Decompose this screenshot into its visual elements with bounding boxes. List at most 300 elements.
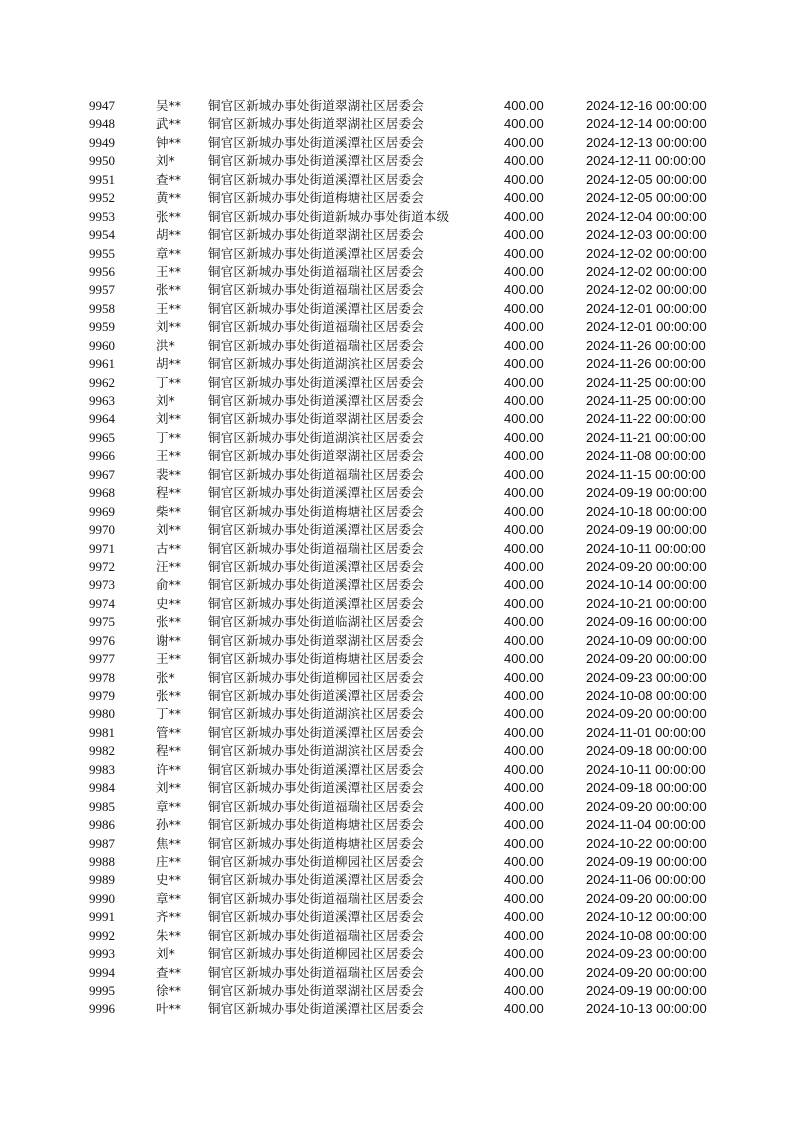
table-row: [0, 97, 793, 115]
cell-person-name: 刘*: [156, 946, 175, 962]
cell-record-id: 9962: [89, 374, 115, 390]
cell-organization: 铜官区新城办事处街道福瑞社区居委会: [208, 798, 424, 814]
table-row: [0, 521, 793, 539]
cell-amount: 400.00: [504, 411, 544, 427]
cell-person-name: 黄**: [156, 190, 182, 206]
cell-date: 2024-12-11 00:00:00: [586, 153, 706, 169]
cell-organization: 铜官区新城办事处街道柳园社区居委会: [208, 946, 424, 962]
cell-record-id: 9975: [89, 614, 115, 630]
cell-amount: 400.00: [504, 761, 544, 777]
table-row: [0, 908, 793, 926]
table-row: [0, 503, 793, 521]
cell-amount: 400.00: [504, 337, 544, 353]
table-row: [0, 982, 793, 1000]
cell-person-name: 柴**: [156, 503, 182, 519]
table-row: [0, 540, 793, 558]
cell-organization: 铜官区新城办事处街道翠湖社区居委会: [208, 227, 424, 243]
cell-organization: 铜官区新城办事处街道福瑞社区居委会: [208, 319, 424, 335]
cell-organization: 铜官区新城办事处街道溪潭社区居委会: [208, 909, 424, 925]
cell-record-id: 9981: [89, 724, 115, 740]
cell-person-name: 刘*: [156, 393, 175, 408]
cell-date: 2024-12-01 00:00:00: [586, 319, 707, 335]
cell-organization: 铜官区新城办事处街道溪潭社区居委会: [208, 393, 424, 408]
cell-record-id: 9960: [89, 337, 115, 353]
cell-date: 2024-09-19 00:00:00: [586, 983, 707, 998]
cell-date: 2024-12-14 00:00:00: [586, 116, 707, 132]
cell-amount: 400.00: [504, 503, 544, 519]
cell-person-name: 张**: [156, 688, 182, 703]
cell-date: 2024-12-04 00:00:00: [586, 208, 707, 224]
cell-record-id: 9978: [89, 669, 115, 685]
cell-person-name: 刘**: [156, 319, 182, 335]
cell-record-id: 9996: [89, 1001, 115, 1017]
cell-record-id: 9959: [89, 319, 115, 335]
table-row: [0, 300, 793, 318]
cell-date: 2024-09-23 00:00:00: [586, 669, 707, 685]
table-row: [0, 484, 793, 502]
cell-organization: 铜官区新城办事处街道翠湖社区居委会: [208, 116, 424, 132]
table-row: [0, 152, 793, 170]
cell-organization: 铜官区新城办事处街道梅塘社区居委会: [208, 651, 424, 667]
cell-organization: 铜官区新城办事处街道溪潭社区居委会: [208, 577, 424, 593]
cell-person-name: 张**: [156, 208, 182, 224]
table-row: [0, 724, 793, 742]
cell-organization: 铜官区新城办事处街道福瑞社区居委会: [208, 964, 424, 980]
cell-person-name: 孙**: [156, 817, 182, 833]
cell-person-name: 吴**: [156, 98, 182, 113]
cell-amount: 400.00: [504, 669, 544, 685]
cell-record-id: 9948: [89, 116, 115, 132]
cell-organization: 铜官区新城办事处街道福瑞社区居委会: [208, 337, 424, 353]
table-row: [0, 263, 793, 281]
cell-person-name: 俞**: [156, 577, 182, 593]
cell-organization: 铜官区新城办事处街道溪潭社区居委会: [208, 374, 424, 390]
cell-person-name: 王**: [156, 651, 182, 667]
cell-organization: 铜官区新城办事处街道溪潭社区居委会: [208, 780, 424, 796]
cell-record-id: 9963: [89, 393, 115, 408]
cell-organization: 铜官区新城办事处街道翠湖社区居委会: [208, 632, 424, 648]
table-row: [0, 871, 793, 889]
cell-amount: 400.00: [504, 374, 544, 390]
cell-record-id: 9972: [89, 558, 115, 574]
cell-record-id: 9983: [89, 761, 115, 777]
cell-date: 2024-11-08 00:00:00: [586, 448, 706, 464]
cell-date: 2024-12-16 00:00:00: [586, 98, 707, 113]
table-row: [0, 134, 793, 152]
table-row: [0, 632, 793, 650]
table-row: [0, 779, 793, 797]
cell-organization: 铜官区新城办事处街道湖滨社区居委会: [208, 706, 424, 722]
cell-amount: 400.00: [504, 632, 544, 648]
data-table: [0, 97, 793, 1019]
cell-record-id: 9967: [89, 466, 115, 482]
cell-amount: 400.00: [504, 208, 544, 224]
cell-person-name: 张**: [156, 282, 182, 298]
cell-amount: 400.00: [504, 558, 544, 574]
cell-record-id: 9991: [89, 909, 115, 925]
cell-person-name: 刘**: [156, 780, 182, 796]
cell-person-name: 张*: [156, 669, 175, 685]
cell-amount: 400.00: [504, 614, 544, 630]
cell-record-id: 9994: [89, 964, 115, 980]
cell-person-name: 刘**: [156, 411, 182, 427]
table-row: [0, 816, 793, 834]
cell-person-name: 古**: [156, 540, 182, 556]
cell-person-name: 叶**: [156, 1001, 182, 1017]
cell-amount: 400.00: [504, 429, 544, 445]
cell-amount: 400.00: [504, 983, 544, 998]
cell-date: 2024-11-01 00:00:00: [586, 724, 706, 740]
cell-amount: 400.00: [504, 688, 544, 703]
cell-person-name: 王**: [156, 300, 182, 316]
cell-date: 2024-09-18 00:00:00: [586, 780, 707, 796]
cell-record-id: 9971: [89, 540, 115, 556]
cell-amount: 400.00: [504, 282, 544, 298]
cell-organization: 铜官区新城办事处街道溪潭社区居委会: [208, 761, 424, 777]
cell-amount: 400.00: [504, 98, 544, 113]
cell-record-id: 9987: [89, 835, 115, 851]
cell-record-id: 9955: [89, 245, 115, 261]
table-row: [0, 171, 793, 189]
cell-organization: 铜官区新城办事处街道梅塘社区居委会: [208, 503, 424, 519]
cell-amount: 400.00: [504, 263, 544, 279]
cell-organization: 铜官区新城办事处街道溪潭社区居委会: [208, 595, 424, 611]
table-row: [0, 115, 793, 133]
table-row: [0, 595, 793, 613]
cell-person-name: 史**: [156, 595, 182, 611]
table-row: [0, 576, 793, 594]
cell-organization: 铜官区新城办事处街道溪潭社区居委会: [208, 485, 424, 501]
cell-person-name: 程**: [156, 485, 182, 501]
cell-person-name: 胡**: [156, 356, 182, 372]
cell-amount: 400.00: [504, 780, 544, 796]
cell-person-name: 丁**: [156, 374, 182, 390]
cell-organization: 铜官区新城办事处街道新城办事处街道本级: [208, 208, 450, 224]
cell-person-name: 查**: [156, 171, 182, 187]
table-row: [0, 742, 793, 760]
cell-record-id: 9990: [89, 890, 115, 906]
cell-amount: 400.00: [504, 134, 544, 150]
table-row: [0, 687, 793, 705]
cell-organization: 铜官区新城办事处街道湖滨社区居委会: [208, 743, 424, 759]
table-row: [0, 429, 793, 447]
table-row: [0, 337, 793, 355]
cell-date: 2024-11-26 00:00:00: [586, 337, 706, 353]
cell-organization: 铜官区新城办事处街道溪潭社区居委会: [208, 134, 424, 150]
cell-record-id: 9953: [89, 208, 115, 224]
cell-record-id: 9986: [89, 817, 115, 833]
cell-record-id: 9965: [89, 429, 115, 445]
cell-amount: 400.00: [504, 577, 544, 593]
cell-amount: 400.00: [504, 964, 544, 980]
cell-organization: 铜官区新城办事处街道溪潭社区居委会: [208, 724, 424, 740]
cell-organization: 铜官区新城办事处街道湖滨社区居委会: [208, 429, 424, 445]
cell-record-id: 9984: [89, 780, 115, 796]
cell-amount: 400.00: [504, 466, 544, 482]
cell-person-name: 史**: [156, 872, 182, 888]
cell-record-id: 9958: [89, 300, 115, 316]
table-row: [0, 705, 793, 723]
cell-amount: 400.00: [504, 835, 544, 851]
cell-date: 2024-11-22 00:00:00: [586, 411, 706, 427]
cell-person-name: 谢**: [156, 632, 182, 648]
cell-date: 2024-11-04 00:00:00: [586, 817, 706, 833]
cell-person-name: 刘*: [156, 153, 175, 169]
table-row: [0, 1000, 793, 1018]
cell-person-name: 齐**: [156, 909, 182, 925]
cell-person-name: 程**: [156, 743, 182, 759]
cell-organization: 铜官区新城办事处街道柳园社区居委会: [208, 669, 424, 685]
cell-amount: 400.00: [504, 245, 544, 261]
cell-organization: 铜官区新城办事处街道溪潭社区居委会: [208, 245, 424, 261]
cell-date: 2024-10-08 00:00:00: [586, 688, 707, 703]
cell-amount: 400.00: [504, 853, 544, 869]
cell-amount: 400.00: [504, 448, 544, 464]
cell-person-name: 胡**: [156, 227, 182, 243]
cell-record-id: 9993: [89, 946, 115, 962]
cell-organization: 铜官区新城办事处街道福瑞社区居委会: [208, 927, 424, 943]
cell-date: 2024-10-09 00:00:00: [586, 632, 707, 648]
cell-person-name: 徐**: [156, 983, 182, 998]
cell-person-name: 王**: [156, 263, 182, 279]
cell-amount: 400.00: [504, 817, 544, 833]
table-row: [0, 447, 793, 465]
cell-organization: 铜官区新城办事处街道临湖社区居委会: [208, 614, 424, 630]
table-row: [0, 945, 793, 963]
cell-date: 2024-09-19 00:00:00: [586, 522, 707, 538]
table-row: [0, 761, 793, 779]
cell-record-id: 9985: [89, 798, 115, 814]
cell-record-id: 9973: [89, 577, 115, 593]
table-row: [0, 281, 793, 299]
cell-person-name: 查**: [156, 964, 182, 980]
cell-person-name: 张**: [156, 614, 182, 630]
cell-organization: 铜官区新城办事处街道溪潭社区居委会: [208, 1001, 424, 1017]
cell-amount: 400.00: [504, 743, 544, 759]
cell-date: 2024-10-12 00:00:00: [586, 909, 707, 925]
cell-organization: 铜官区新城办事处街道溪潭社区居委会: [208, 558, 424, 574]
cell-amount: 400.00: [504, 319, 544, 335]
cell-record-id: 9949: [89, 134, 115, 150]
table-row: [0, 650, 793, 668]
cell-record-id: 9976: [89, 632, 115, 648]
cell-date: 2024-12-02 00:00:00: [586, 282, 707, 298]
cell-amount: 400.00: [504, 300, 544, 316]
cell-person-name: 武**: [156, 116, 182, 132]
cell-date: 2024-10-11 00:00:00: [586, 761, 706, 777]
cell-date: 2024-11-21 00:00:00: [586, 429, 706, 445]
cell-date: 2024-09-19 00:00:00: [586, 485, 707, 501]
cell-amount: 400.00: [504, 927, 544, 943]
cell-date: 2024-10-21 00:00:00: [586, 595, 707, 611]
cell-date: 2024-10-08 00:00:00: [586, 927, 707, 943]
cell-date: 2024-11-15 00:00:00: [586, 466, 706, 482]
cell-date: 2024-09-20 00:00:00: [586, 651, 707, 667]
table-row: [0, 208, 793, 226]
cell-amount: 400.00: [504, 909, 544, 925]
cell-date: 2024-09-23 00:00:00: [586, 946, 707, 962]
table-row: [0, 355, 793, 373]
table-row: [0, 558, 793, 576]
cell-organization: 铜官区新城办事处街道溪潭社区居委会: [208, 300, 424, 316]
cell-date: 2024-12-05 00:00:00: [586, 171, 707, 187]
cell-person-name: 庄**: [156, 853, 182, 869]
cell-organization: 铜官区新城办事处街道福瑞社区居委会: [208, 466, 424, 482]
cell-person-name: 管**: [156, 724, 182, 740]
cell-record-id: 9966: [89, 448, 115, 464]
cell-amount: 400.00: [504, 393, 544, 408]
cell-date: 2024-12-03 00:00:00: [586, 227, 707, 243]
cell-organization: 铜官区新城办事处街道翠湖社区居委会: [208, 98, 424, 113]
cell-record-id: 9982: [89, 743, 115, 759]
cell-record-id: 9995: [89, 983, 115, 998]
cell-amount: 400.00: [504, 890, 544, 906]
cell-date: 2024-09-20 00:00:00: [586, 890, 707, 906]
cell-person-name: 裴**: [156, 466, 182, 482]
cell-record-id: 9977: [89, 651, 115, 667]
cell-date: 2024-09-18 00:00:00: [586, 743, 707, 759]
table-row: [0, 189, 793, 207]
table-row: [0, 374, 793, 392]
cell-organization: 铜官区新城办事处街道福瑞社区居委会: [208, 890, 424, 906]
cell-record-id: 9964: [89, 411, 115, 427]
table-row: [0, 410, 793, 428]
cell-record-id: 9979: [89, 688, 115, 703]
cell-date: 2024-11-25 00:00:00: [586, 393, 706, 408]
cell-date: 2024-11-06 00:00:00: [586, 872, 706, 888]
cell-person-name: 洪*: [156, 337, 175, 353]
cell-organization: 铜官区新城办事处街道梅塘社区居委会: [208, 835, 424, 851]
table-row: [0, 927, 793, 945]
cell-date: 2024-12-13 00:00:00: [586, 134, 707, 150]
cell-organization: 铜官区新城办事处街道溪潭社区居委会: [208, 688, 424, 703]
cell-organization: 铜官区新城办事处街道溪潭社区居委会: [208, 153, 424, 169]
cell-organization: 铜官区新城办事处街道柳园社区居委会: [208, 853, 424, 869]
cell-organization: 铜官区新城办事处街道溪潭社区居委会: [208, 872, 424, 888]
table-row: [0, 245, 793, 263]
cell-organization: 铜官区新城办事处街道梅塘社区居委会: [208, 817, 424, 833]
cell-date: 2024-11-25 00:00:00: [586, 374, 706, 390]
cell-date: 2024-10-13 00:00:00: [586, 1001, 707, 1017]
cell-organization: 铜官区新城办事处街道福瑞社区居委会: [208, 540, 424, 556]
cell-record-id: 9969: [89, 503, 115, 519]
cell-amount: 400.00: [504, 724, 544, 740]
cell-amount: 400.00: [504, 356, 544, 372]
cell-organization: 铜官区新城办事处街道梅塘社区居委会: [208, 190, 424, 206]
cell-record-id: 9954: [89, 227, 115, 243]
cell-amount: 400.00: [504, 798, 544, 814]
cell-organization: 铜官区新城办事处街道溪潭社区居委会: [208, 522, 424, 538]
cell-person-name: 刘**: [156, 522, 182, 538]
cell-organization: 铜官区新城办事处街道翠湖社区居委会: [208, 983, 424, 998]
cell-organization: 铜官区新城办事处街道溪潭社区居委会: [208, 171, 424, 187]
cell-amount: 400.00: [504, 651, 544, 667]
cell-organization: 铜官区新城办事处街道翠湖社区居委会: [208, 448, 424, 464]
cell-record-id: 9957: [89, 282, 115, 298]
cell-person-name: 丁**: [156, 429, 182, 445]
cell-record-id: 9956: [89, 263, 115, 279]
cell-person-name: 章**: [156, 798, 182, 814]
cell-date: 2024-10-18 00:00:00: [586, 503, 707, 519]
cell-date: 2024-09-20 00:00:00: [586, 558, 707, 574]
cell-date: 2024-09-19 00:00:00: [586, 853, 707, 869]
cell-record-id: 9989: [89, 872, 115, 888]
cell-organization: 铜官区新城办事处街道福瑞社区居委会: [208, 263, 424, 279]
table-row: [0, 964, 793, 982]
table-row: [0, 466, 793, 484]
cell-amount: 400.00: [504, 540, 544, 556]
cell-amount: 400.00: [504, 872, 544, 888]
cell-record-id: 9970: [89, 522, 115, 538]
cell-organization: 铜官区新城办事处街道湖滨社区居委会: [208, 356, 424, 372]
table-row: [0, 392, 793, 410]
cell-record-id: 9992: [89, 927, 115, 943]
cell-date: 2024-12-02 00:00:00: [586, 245, 707, 261]
cell-record-id: 9961: [89, 356, 115, 372]
cell-person-name: 钟**: [156, 134, 182, 150]
cell-amount: 400.00: [504, 522, 544, 538]
cell-amount: 400.00: [504, 485, 544, 501]
cell-person-name: 汪**: [156, 558, 182, 574]
cell-organization: 铜官区新城办事处街道翠湖社区居委会: [208, 411, 424, 427]
cell-amount: 400.00: [504, 171, 544, 187]
cell-person-name: 章**: [156, 245, 182, 261]
cell-amount: 400.00: [504, 595, 544, 611]
cell-amount: 400.00: [504, 946, 544, 962]
cell-amount: 400.00: [504, 153, 544, 169]
cell-record-id: 9988: [89, 853, 115, 869]
table-row: [0, 890, 793, 908]
cell-organization: 铜官区新城办事处街道福瑞社区居委会: [208, 282, 424, 298]
table-row: [0, 318, 793, 336]
cell-date: 2024-11-26 00:00:00: [586, 356, 706, 372]
cell-person-name: 许**: [156, 761, 182, 777]
cell-record-id: 9950: [89, 153, 115, 169]
cell-person-name: 丁**: [156, 706, 182, 722]
table-row: [0, 613, 793, 631]
table-row: [0, 853, 793, 871]
cell-date: 2024-12-01 00:00:00: [586, 300, 707, 316]
cell-date: 2024-09-20 00:00:00: [586, 706, 707, 722]
cell-record-id: 9947: [89, 98, 115, 113]
cell-record-id: 9952: [89, 190, 115, 206]
cell-amount: 400.00: [504, 1001, 544, 1017]
table-row: [0, 669, 793, 687]
cell-date: 2024-09-20 00:00:00: [586, 964, 707, 980]
cell-date: 2024-10-11 00:00:00: [586, 540, 706, 556]
cell-amount: 400.00: [504, 116, 544, 132]
cell-person-name: 朱**: [156, 927, 182, 943]
cell-person-name: 王**: [156, 448, 182, 464]
table-row: [0, 798, 793, 816]
cell-amount: 400.00: [504, 706, 544, 722]
cell-date: 2024-12-02 00:00:00: [586, 263, 707, 279]
cell-amount: 400.00: [504, 190, 544, 206]
cell-date: 2024-12-05 00:00:00: [586, 190, 707, 206]
cell-record-id: 9968: [89, 485, 115, 501]
cell-date: 2024-09-20 00:00:00: [586, 798, 707, 814]
cell-amount: 400.00: [504, 227, 544, 243]
cell-date: 2024-10-22 00:00:00: [586, 835, 707, 851]
cell-date: 2024-09-16 00:00:00: [586, 614, 707, 630]
table-row: [0, 835, 793, 853]
cell-person-name: 焦**: [156, 835, 182, 851]
cell-record-id: 9980: [89, 706, 115, 722]
table-row: [0, 226, 793, 244]
cell-record-id: 9951: [89, 171, 115, 187]
cell-record-id: 9974: [89, 595, 115, 611]
cell-person-name: 章**: [156, 890, 182, 906]
